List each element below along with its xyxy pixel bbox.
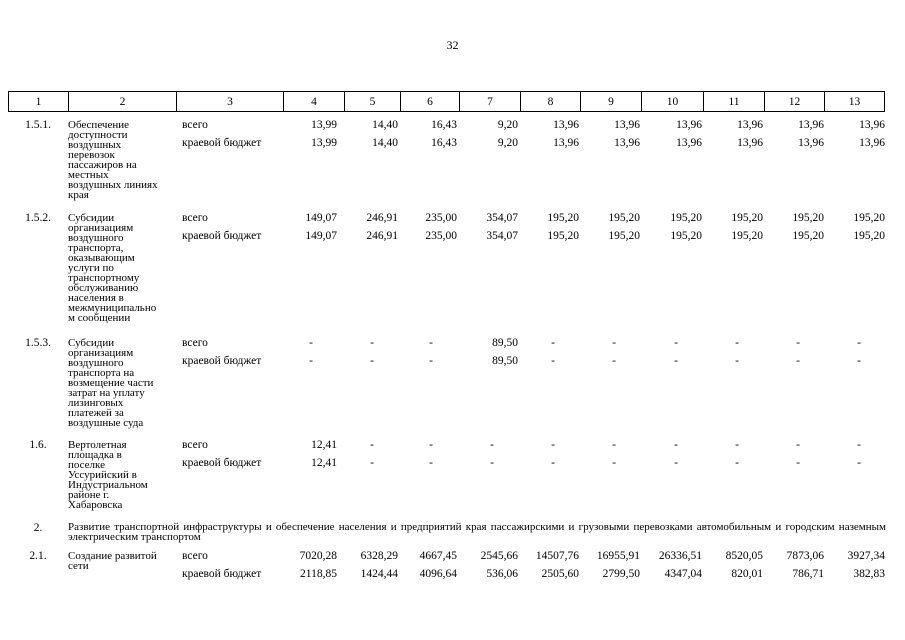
row-name-line: услуги по xyxy=(68,262,114,274)
row-name-line: организациям xyxy=(68,222,134,234)
value-cell: 13,96 xyxy=(553,137,579,149)
value-cell: 195,20 xyxy=(547,212,579,224)
value-cell: 3927,34 xyxy=(847,550,885,562)
value-cell: 13,96 xyxy=(676,119,702,131)
row-name-line: сети xyxy=(68,560,89,572)
value-cell: 9,20 xyxy=(497,119,518,131)
value-cell: 16955,91 xyxy=(596,550,640,562)
row-name-line: межмуниципально xyxy=(68,302,157,314)
value-cell: 195,20 xyxy=(792,230,824,242)
value-cell: 246,91 xyxy=(366,230,398,242)
value-cell: 536,06 xyxy=(486,568,518,580)
value-cell: 89,50 xyxy=(492,337,518,349)
funding-type: всего xyxy=(182,119,208,131)
value-cell: - xyxy=(674,439,678,451)
value-cell: 2505,60 xyxy=(541,568,579,580)
row-name-line: обслуживанию xyxy=(68,282,139,294)
value-cell: 195,20 xyxy=(731,230,763,242)
row-name-line: воздушного xyxy=(68,232,124,244)
value-cell: - xyxy=(857,355,861,367)
value-cell: - xyxy=(370,439,374,451)
value-cell: 13,99 xyxy=(311,137,337,149)
value-cell: - xyxy=(551,337,555,349)
value-cell: 13,96 xyxy=(859,119,885,131)
value-cell: - xyxy=(857,337,861,349)
value-cell: - xyxy=(735,337,739,349)
funding-type: всего xyxy=(182,212,208,224)
value-cell: 354,07 xyxy=(486,230,518,242)
value-cell: 195,20 xyxy=(608,230,640,242)
header-cell: 6 xyxy=(401,92,460,112)
funding-type: всего xyxy=(182,337,208,349)
header-cell: 1 xyxy=(9,92,69,112)
value-cell: 13,99 xyxy=(311,119,337,131)
value-cell: - xyxy=(429,337,433,349)
value-cell: - xyxy=(370,337,374,349)
value-cell: 12,41 xyxy=(311,457,337,469)
row-name-line: площадка в xyxy=(68,449,122,461)
funding-type: краевой бюджет xyxy=(182,568,262,580)
value-cell: 7020,28 xyxy=(299,550,337,562)
row-name-line: лизинговых xyxy=(68,397,124,409)
value-cell: 235,00 xyxy=(425,230,457,242)
row-name xyxy=(68,551,157,571)
value-cell: - xyxy=(674,337,678,349)
value-cell: - xyxy=(429,355,433,367)
value-cell: - xyxy=(429,439,433,451)
row-name-line: населения в xyxy=(68,292,124,304)
row-name-line: транспортному xyxy=(68,272,140,284)
value-cell: - xyxy=(612,355,616,367)
row-name-line: воздушные суда xyxy=(68,417,144,429)
funding-type: краевой бюджет xyxy=(182,230,262,242)
value-cell: 13,96 xyxy=(553,119,579,131)
value-cell: 13,96 xyxy=(676,137,702,149)
value-cell: - xyxy=(429,457,433,469)
value-cell: 195,20 xyxy=(670,212,702,224)
row-index: 1.5.2. xyxy=(25,212,51,224)
value-cell: 4347,04 xyxy=(664,568,702,580)
value-cell: - xyxy=(796,439,800,451)
value-cell: 195,20 xyxy=(670,230,702,242)
row-index: 1.6. xyxy=(29,439,47,451)
header-row xyxy=(8,91,885,112)
page-number: 32 xyxy=(446,38,459,52)
value-cell: 786,71 xyxy=(792,568,824,580)
value-cell: 235,00 xyxy=(425,212,457,224)
row-name-line: пассажиров на xyxy=(68,159,137,171)
value-cell: 8520,05 xyxy=(725,550,763,562)
value-cell: 9,20 xyxy=(497,137,518,149)
row-name-line: затрат на уплату xyxy=(68,387,145,399)
value-cell: 2118,85 xyxy=(300,568,337,580)
value-cell: - xyxy=(490,439,494,451)
row-index: 2.1. xyxy=(29,550,47,562)
row-name-line: местных xyxy=(68,169,109,181)
value-cell: - xyxy=(674,355,678,367)
value-cell: 14,40 xyxy=(372,137,398,149)
value-cell: 246,91 xyxy=(366,212,398,224)
row-name-line: Обеспечение xyxy=(68,119,129,131)
value-cell: - xyxy=(735,439,739,451)
value-cell: 89,50 xyxy=(492,355,518,367)
header-cell: 4 xyxy=(284,92,345,112)
row-name-line: края xyxy=(68,189,89,201)
header-cell: 13 xyxy=(825,92,885,112)
value-cell: 195,20 xyxy=(608,212,640,224)
row-index: 1.5.1. xyxy=(25,119,51,131)
value-cell: - xyxy=(735,355,739,367)
row-name-line: Уссурийский в xyxy=(68,469,137,481)
funding-type: краевой бюджет xyxy=(182,355,262,367)
row-name-line: возмещение части xyxy=(68,377,154,389)
value-cell: 6328,29 xyxy=(360,550,398,562)
row-name-line: м сообщении xyxy=(68,312,131,324)
header-cell: 7 xyxy=(460,92,521,112)
value-cell: - xyxy=(309,355,313,367)
value-cell: - xyxy=(796,337,800,349)
value-cell: - xyxy=(796,457,800,469)
row-name-line: Хабаровска xyxy=(68,499,123,511)
row-name-line: Субсидии xyxy=(68,337,115,349)
row-name-line: организациям xyxy=(68,347,134,359)
value-cell: - xyxy=(857,439,861,451)
value-cell: - xyxy=(612,439,616,451)
row-name-line: транспорта на xyxy=(68,367,135,379)
row-name-line: транспорта, xyxy=(68,242,124,254)
value-cell: 195,20 xyxy=(547,230,579,242)
header-cell: 10 xyxy=(642,92,704,112)
row-name-line: поселке xyxy=(68,459,106,471)
row-name-line: Индустриальном xyxy=(68,479,148,491)
header-cell: 11 xyxy=(704,92,765,112)
value-cell: - xyxy=(674,457,678,469)
value-cell: 4667,45 xyxy=(419,550,457,562)
row-name xyxy=(68,440,148,510)
value-cell: 2545,66 xyxy=(480,550,518,562)
value-cell: 195,20 xyxy=(853,230,885,242)
value-cell: - xyxy=(735,457,739,469)
value-cell: - xyxy=(796,355,800,367)
row-name-line: Вертолетная xyxy=(68,439,127,451)
value-cell: 13,96 xyxy=(737,119,763,131)
value-cell: 382,83 xyxy=(853,568,885,580)
row-index: 1.5.3. xyxy=(25,337,51,349)
value-cell: - xyxy=(551,439,555,451)
row-name-line: перевозок xyxy=(68,149,115,161)
value-cell: 13,96 xyxy=(614,119,640,131)
value-cell: 354,07 xyxy=(486,212,518,224)
funding-type: всего xyxy=(182,439,208,451)
value-cell: - xyxy=(551,457,555,469)
funding-type: всего xyxy=(182,550,208,562)
header-cell: 3 xyxy=(177,92,284,112)
value-cell: 7873,06 xyxy=(786,550,824,562)
value-cell: 149,07 xyxy=(305,212,337,224)
value-cell: - xyxy=(490,457,494,469)
value-cell: 820,01 xyxy=(731,568,763,580)
value-cell: 16,43 xyxy=(431,137,457,149)
row-name-line: доступности xyxy=(68,129,128,141)
row-name-line: воздушных линиях xyxy=(68,179,158,191)
value-cell: - xyxy=(309,337,313,349)
value-cell: 149,07 xyxy=(305,230,337,242)
header-cell: 8 xyxy=(521,92,581,112)
value-cell: 12,41 xyxy=(311,439,337,451)
value-cell: 16,43 xyxy=(431,119,457,131)
row-name-line: воздушного xyxy=(68,357,124,369)
value-cell: 26336,51 xyxy=(658,550,702,562)
value-cell: 195,20 xyxy=(792,212,824,224)
row-name-line: районе г. xyxy=(68,489,110,501)
value-cell: 195,20 xyxy=(731,212,763,224)
value-cell: 13,96 xyxy=(798,137,824,149)
row-name xyxy=(68,213,156,323)
value-cell: - xyxy=(370,457,374,469)
value-cell: 1424,44 xyxy=(360,568,398,580)
value-cell: 195,20 xyxy=(853,212,885,224)
row-name-line: Субсидии xyxy=(68,212,115,224)
value-cell: 14,40 xyxy=(372,119,398,131)
value-cell: 2799,50 xyxy=(602,568,640,580)
value-cell: - xyxy=(612,337,616,349)
value-cell: 13,96 xyxy=(859,137,885,149)
funding-type: краевой бюджет xyxy=(182,457,262,469)
value-cell: 4096,64 xyxy=(419,568,457,580)
funding-type: краевой бюджет xyxy=(182,137,262,149)
value-cell: 13,96 xyxy=(614,137,640,149)
section-title: Развитие транспортной инфраструктуры и обеспечение населения и предприятий края пассажирскими и грузовыми перевозками автомобильным и городским наземным электрическим транспортом xyxy=(68,521,886,543)
row-name-line: платежей за xyxy=(68,407,124,419)
row-name xyxy=(68,120,158,200)
value-cell: 14507,76 xyxy=(535,550,579,562)
header-cell: 5 xyxy=(345,92,401,112)
value-cell: - xyxy=(370,355,374,367)
row-name-line: оказывающим xyxy=(68,252,135,264)
row-name-line: Создание развитой xyxy=(68,550,157,562)
value-cell: - xyxy=(551,355,555,367)
section-index: 2. xyxy=(33,522,43,534)
header-cell: 9 xyxy=(581,92,642,112)
header-cell: 2 xyxy=(69,92,177,112)
value-cell: - xyxy=(612,457,616,469)
value-cell: 13,96 xyxy=(737,137,763,149)
row-name xyxy=(68,338,153,428)
value-cell: 13,96 xyxy=(798,119,824,131)
row-name-line: воздушных xyxy=(68,139,122,151)
value-cell: - xyxy=(857,457,861,469)
header-cell: 12 xyxy=(765,92,825,112)
